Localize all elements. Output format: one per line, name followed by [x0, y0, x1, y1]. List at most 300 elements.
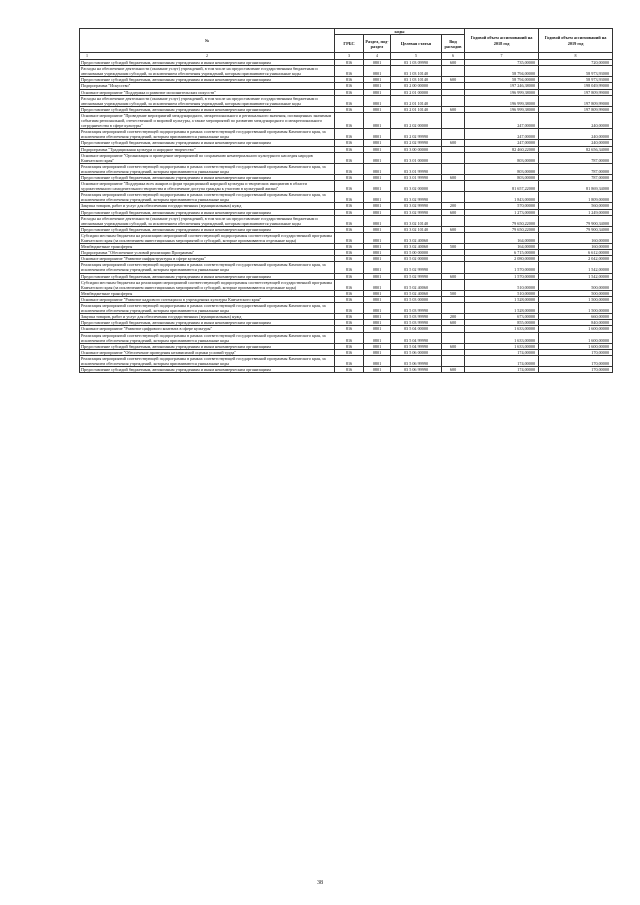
row-expense-type	[442, 112, 465, 128]
row-grbs: 816	[335, 320, 364, 326]
row-amount-2019: 198 049,99000	[539, 83, 613, 89]
row-razdel: 0801	[364, 320, 391, 326]
row-razdel: 0801	[364, 163, 391, 174]
row-name: Реализация мероприятий соответствующей подпрограммы в рамках соответствующей государственной программы Камчатского края, за исключением обеспечения учреждений, которым присваиваются уникальные коды	[80, 303, 335, 314]
row-razdel: 0801	[364, 181, 391, 192]
table-row	[80, 226, 613, 232]
row-grbs: 816	[335, 112, 364, 128]
row-amount-2019: 787,00000	[539, 163, 613, 174]
row-expense-type	[442, 279, 465, 290]
row-grbs: 816	[335, 244, 364, 250]
row-name: Межбюджетные трансферты	[80, 290, 335, 296]
budget-table	[79, 28, 613, 373]
row-grbs: 816	[335, 77, 364, 83]
row-target-article: 03 2 02 00000	[391, 112, 442, 128]
row-razdel: 0801	[364, 215, 391, 226]
row-grbs: 816	[335, 303, 364, 314]
row-name: Субсидии местным бюджетам на реализацию мероприятий соответствующей подпрограммы соответствующей государственной программы Камчатского края (за исключением инвестиционных мероприятий и субсидий, которые присваиваются отдельные коды)	[80, 232, 335, 243]
row-grbs: 816	[335, 355, 364, 366]
table-row	[80, 355, 613, 366]
row-name: Расходы на обеспечение деятельности (оказание услуг) учреждений, в том числе на предоставление государственным бюджетным и автономным учреждениям субсидий, за исключением обеспечения учреждений, которым присваиваются уникальные коды	[80, 66, 335, 77]
row-amount-2019: 1 542,00000	[539, 262, 613, 273]
row-grbs: 816	[335, 174, 364, 180]
row-razdel: 0801	[364, 129, 391, 140]
row-expense-type	[442, 332, 465, 343]
row-target-article: 03 3 00 00000	[391, 146, 442, 152]
row-amount-2018: 803,00000	[465, 174, 539, 180]
row-name: Основное мероприятие "Развитие кадрового потенциала в учреждениях культуры Камчатского края"	[80, 296, 335, 302]
row-amount-2018: 1 633,00000	[465, 326, 539, 332]
table-row	[80, 367, 613, 373]
table-row	[80, 60, 613, 66]
row-razdel: 0801	[364, 256, 391, 262]
row-grbs: 816	[335, 296, 364, 302]
row-amount-2018: 1 528,00000	[465, 296, 539, 302]
row-amount-2019: 79 900,34000	[539, 215, 613, 226]
row-grbs: 816	[335, 232, 364, 243]
row-target-article: 03 5 00 00000	[391, 250, 442, 256]
row-amount-2018: 196 999,38000	[465, 106, 539, 112]
header-vr: Вид расходов	[442, 35, 465, 53]
row-name: Основное мероприятие "Развитие цифрового контента в сфере культуры"	[80, 326, 335, 332]
row-razdel: 0801	[364, 279, 391, 290]
row-amount-2019: 787,00000	[539, 152, 613, 163]
row-expense-type	[442, 215, 465, 226]
row-name: Предоставление субсидий бюджетным, автономным учреждениям и иным некоммерческим организациям	[80, 273, 335, 279]
row-grbs: 816	[335, 290, 364, 296]
header-2018: Годовой объем ассигнований на 2018 год	[465, 29, 539, 53]
row-target-article: 03 5 02 99990	[391, 262, 442, 273]
row-grbs: 816	[335, 343, 364, 349]
table-row	[80, 95, 613, 106]
row-expense-type: 500	[442, 290, 465, 296]
row-amount-2018: 79 650,22000	[465, 215, 539, 226]
row-amount-2019: 2 042,00000	[539, 256, 613, 262]
column-number: 4	[364, 53, 391, 60]
row-amount-2019: 1 600,00000	[539, 332, 613, 343]
row-expense-type	[442, 262, 465, 273]
row-amount-2018: 735,00000	[465, 60, 539, 66]
row-name: Подпрограмма "Обеспечение условий реализации Программы"	[80, 250, 335, 256]
row-target-article: 03 3 02 99990	[391, 209, 442, 215]
row-grbs: 816	[335, 326, 364, 332]
row-amount-2018: 58 794,00000	[465, 66, 539, 77]
table-body	[80, 53, 613, 373]
row-razdel: 0801	[364, 296, 391, 302]
row-name: Предоставление субсидий бюджетным, автономным учреждениям и иным некоммерческим организациям	[80, 60, 335, 66]
row-amount-2019: 1 809,00000	[539, 192, 613, 203]
row-name: Реализация мероприятий соответствующей подпрограммы в рамках соответствующей государственной программы Камчатского края, за исключением обеспечения учреждений, которым присваиваются уникальные коды	[80, 262, 335, 273]
row-target-article: 03 5 06 99990	[391, 367, 442, 373]
table-row	[80, 279, 613, 290]
row-name: Основное мероприятие "Поддержка всех жанров и форм традиционной народной культуры и творческих инициатив в области художественного самодеятельного творчества и обеспечение доступа граждан к участию в культурной жизни"	[80, 181, 335, 192]
row-amount-2019: 787,00000	[539, 174, 613, 180]
row-amount-2018: 510,00000	[465, 279, 539, 290]
row-name: Расходы на обеспечение деятельности (оказание услуг) учреждений, в том числе на предоставление государственным бюджетным и автономным учреждениям субсидий, за исключением обеспечения учреждений, которым присваиваются уникальные коды	[80, 215, 335, 226]
row-expense-type: 600	[442, 367, 465, 373]
row-amount-2018: 164,00000	[465, 244, 539, 250]
row-razdel: 0801	[364, 95, 391, 106]
row-target-article: 03 2 01 10140	[391, 106, 442, 112]
row-amount-2018: 174,00000	[465, 349, 539, 355]
row-amount-2019: 197 809,99000	[539, 95, 613, 106]
row-razdel: 0801	[364, 244, 391, 250]
row-name: Предоставление субсидий бюджетным, автономным учреждениям и иным некоммерческим организациям	[80, 343, 335, 349]
header-razdel: Раздел, под-раздел	[364, 35, 391, 53]
row-amount-2019: 197 809,99000	[539, 106, 613, 112]
row-grbs: 816	[335, 273, 364, 279]
row-amount-2018: 673,00000	[465, 314, 539, 320]
row-grbs: 816	[335, 203, 364, 209]
row-grbs: 816	[335, 256, 364, 262]
table-row	[80, 203, 613, 209]
row-grbs: 816	[335, 367, 364, 373]
row-amount-2019: 1 600,00000	[539, 343, 613, 349]
column-number: 7	[465, 53, 539, 60]
header-grbs: ГРБС	[335, 35, 364, 53]
row-expense-type	[442, 181, 465, 192]
row-grbs: 816	[335, 152, 364, 163]
row-name: Основное мероприятие "Организация и проведение мероприятий по сохранению нематериального культурного наследия народов Камчатского края"	[80, 152, 335, 163]
table-row	[80, 129, 613, 140]
row-grbs: 816	[335, 181, 364, 192]
row-expense-type	[442, 303, 465, 314]
row-amount-2019: 1 542,00000	[539, 273, 613, 279]
row-amount-2018: 174,00000	[465, 355, 539, 366]
row-razdel: 0801	[364, 203, 391, 209]
row-amount-2018: 197 246,38000	[465, 83, 539, 89]
row-target-article: 03 5 02 99990	[391, 273, 442, 279]
row-target-article: 03 3 01 00000	[391, 152, 442, 163]
row-target-article: 03 1 03 10140	[391, 66, 442, 77]
row-amount-2018: 196 999,38000	[465, 95, 539, 106]
row-razdel: 0801	[364, 89, 391, 95]
row-name: Предоставление субсидий бюджетным, автономным учреждениям и иным некоммерческим организациям	[80, 140, 335, 146]
row-expense-type	[442, 129, 465, 140]
row-grbs: 816	[335, 262, 364, 273]
table-row	[80, 273, 613, 279]
row-name: Основное мероприятие "Развитие инфраструктуры в сфере культуры"	[80, 256, 335, 262]
row-grbs: 816	[335, 215, 364, 226]
row-amount-2018: 1 570,00000	[465, 262, 539, 273]
table-row	[80, 303, 613, 314]
row-razdel: 0801	[364, 112, 391, 128]
row-grbs: 816	[335, 129, 364, 140]
row-target-article: 03 5 06 00000	[391, 349, 442, 355]
row-grbs: 816	[335, 83, 364, 89]
row-amount-2018: 79 650,22000	[465, 226, 539, 232]
page-number: 38	[317, 880, 323, 886]
row-name: Предоставление субсидий бюджетным, автономным учреждениям и иным некоммерческим организациям	[80, 226, 335, 232]
row-amount-2018: 1 570,00000	[465, 273, 539, 279]
row-razdel: 0801	[364, 66, 391, 77]
row-target-article: 03 5 03 99990	[391, 320, 442, 326]
table-row	[80, 314, 613, 320]
row-name: Предоставление субсидий бюджетным, автономным учреждениям и иным некоммерческим организациям	[80, 174, 335, 180]
table-row	[80, 181, 613, 192]
row-target-article: 03 2 02 99990	[391, 140, 442, 146]
row-amount-2019: 1 500,00000	[539, 303, 613, 314]
column-number: 8	[539, 53, 613, 60]
row-amount-2019: 170,00000	[539, 367, 613, 373]
row-grbs: 816	[335, 146, 364, 152]
row-target-article: 03 3 02 00000	[391, 181, 442, 192]
table-row	[80, 152, 613, 163]
row-razdel: 0801	[364, 273, 391, 279]
row-target-article: 03 5 04 99990	[391, 343, 442, 349]
row-expense-type: 600	[442, 174, 465, 180]
row-expense-type	[442, 232, 465, 243]
column-number: 2	[206, 53, 208, 59]
table-row	[80, 77, 613, 83]
row-target-article: 03 2 02 99990	[391, 129, 442, 140]
row-expense-type: 600	[442, 77, 465, 83]
row-name: Реализация мероприятий соответствующей подпрограммы в рамках соответствующей государственной программы Камчатского края, за исключением обеспечения учреждений, которым присваиваются уникальные коды	[80, 332, 335, 343]
header-codes: коды	[335, 29, 465, 35]
row-razdel: 0801	[364, 152, 391, 163]
row-amount-2019: 560,00000	[539, 203, 613, 209]
table-row	[80, 66, 613, 77]
row-razdel: 0801	[364, 209, 391, 215]
row-expense-type	[442, 192, 465, 203]
row-amount-2018: 510,00000	[465, 290, 539, 296]
row-name: Реализация мероприятий соответствующей подпрограммы в рамках соответствующей государственной программы Камчатского края, за исключением обеспечения учреждений, которым присваиваются уникальные коды	[80, 163, 335, 174]
row-expense-type: 600	[442, 209, 465, 215]
table-row	[80, 326, 613, 332]
row-amount-2019: 58 973,93000	[539, 77, 613, 83]
row-amount-2018: 58 794,00000	[465, 77, 539, 83]
row-expense-type	[442, 95, 465, 106]
table-row	[80, 215, 613, 226]
row-name: Субсидии местным бюджетам на реализацию мероприятий соответствующей подпрограммы соответствующей государственной программы Камчатского края (за исключением инвестиционных мероприятий и субсидий, которые присваиваются отдельные коды)	[80, 279, 335, 290]
row-name: Предоставление субсидий бюджетным, автономным учреждениям и иным некоммерческим организациям	[80, 77, 335, 83]
column-number-row	[80, 53, 613, 60]
table-row	[80, 192, 613, 203]
row-target-article: 03 1 03 10140	[391, 77, 442, 83]
row-name: Закупка товаров, работ и услуг для обеспечения государственных (муниципальных) нужд	[80, 314, 335, 320]
table-row	[80, 256, 613, 262]
row-grbs: 816	[335, 95, 364, 106]
table-row	[80, 140, 613, 146]
row-amount-2018: 1 633,00000	[465, 343, 539, 349]
column-number-1-2	[80, 53, 335, 60]
row-amount-2019: 840,00000	[539, 320, 613, 326]
row-amount-2019: 500,00000	[539, 279, 613, 290]
row-name: Закупка товаров, работ и услуг для обеспечения государственных (муниципальных) нужд	[80, 203, 335, 209]
row-expense-type	[442, 163, 465, 174]
row-grbs: 816	[335, 332, 364, 343]
row-target-article: 03 3 01 99990	[391, 163, 442, 174]
row-target-article: 03 5 03 99990	[391, 314, 442, 320]
row-grbs: 816	[335, 314, 364, 320]
row-razdel: 0801	[364, 250, 391, 256]
row-amount-2019: 170,00000	[539, 355, 613, 366]
row-amount-2019: 500,00000	[539, 290, 613, 296]
row-amount-2018: 6 715,00000	[465, 250, 539, 256]
row-razdel: 0801	[364, 83, 391, 89]
table-row	[80, 209, 613, 215]
row-grbs: 816	[335, 192, 364, 203]
row-grbs: 816	[335, 349, 364, 355]
row-target-article: 03 3 02 10140	[391, 226, 442, 232]
table-row	[80, 296, 613, 302]
row-amount-2019: 1 249,00000	[539, 209, 613, 215]
row-target-article: 03 5 02 40060	[391, 290, 442, 296]
table-row	[80, 174, 613, 180]
column-number: 6	[442, 53, 465, 60]
row-amount-2018: 855,00000	[465, 320, 539, 326]
row-expense-type: 600	[442, 343, 465, 349]
row-razdel: 0801	[364, 349, 391, 355]
row-amount-2019: 160,00000	[539, 232, 613, 243]
row-grbs: 816	[335, 226, 364, 232]
row-razdel: 0801	[364, 332, 391, 343]
row-name: Предоставление субсидий бюджетным, автономным учреждениям и иным некоммерческим организациям	[80, 320, 335, 326]
row-amount-2018: 82 460,22000	[465, 146, 539, 152]
row-target-article: 03 5 02 40060	[391, 279, 442, 290]
row-grbs: 816	[335, 66, 364, 77]
row-target-article: 03 5 02 00000	[391, 256, 442, 262]
table-row	[80, 262, 613, 273]
row-razdel: 0801	[364, 303, 391, 314]
row-expense-type: 600	[442, 320, 465, 326]
row-expense-type: 600	[442, 60, 465, 66]
row-name: Реализация мероприятий соответствующей подпрограммы в рамках соответствующей государственной программы Камчатского края, за исключением обеспечения учреждений, которым присваиваются уникальные коды	[80, 355, 335, 366]
column-number: 1	[86, 53, 88, 59]
row-expense-type: 200	[442, 203, 465, 209]
row-target-article: 03 1 03 09990	[391, 60, 442, 66]
row-target-article: 03 2 00 00000	[391, 83, 442, 89]
column-number: 5	[391, 53, 442, 60]
row-razdel: 0801	[364, 290, 391, 296]
row-amount-2018: 803,00000	[465, 163, 539, 174]
header-number: №	[80, 29, 335, 53]
row-expense-type	[442, 66, 465, 77]
row-target-article: 03 5 06 99990	[391, 355, 442, 366]
row-razdel: 0801	[364, 226, 391, 232]
row-name: Межбюджетные трансферты	[80, 244, 335, 250]
row-expense-type: 600	[442, 226, 465, 232]
row-amount-2019: 6 612,00000	[539, 250, 613, 256]
column-number: 3	[335, 53, 364, 60]
row-amount-2018: 1 273,00000	[465, 209, 539, 215]
row-expense-type: 600	[442, 273, 465, 279]
row-grbs: 816	[335, 279, 364, 290]
row-expense-type: 600	[442, 106, 465, 112]
row-razdel: 0801	[364, 192, 391, 203]
row-amount-2018: 2 080,00000	[465, 256, 539, 262]
row-amount-2019: 1 600,00000	[539, 326, 613, 332]
row-grbs: 816	[335, 60, 364, 66]
row-amount-2018: 247,00000	[465, 140, 539, 146]
row-amount-2019: 160,00000	[539, 244, 613, 250]
row-razdel: 0801	[364, 343, 391, 349]
row-name: Предоставление субсидий бюджетным, автономным учреждениям и иным некоммерческим организациям	[80, 106, 335, 112]
table-row	[80, 232, 613, 243]
row-expense-type: 600	[442, 140, 465, 146]
row-target-article: 03 3 02 99990	[391, 203, 442, 209]
row-amount-2018: 196 999,38000	[465, 89, 539, 95]
row-razdel: 0801	[364, 314, 391, 320]
row-amount-2018: 164,00000	[465, 232, 539, 243]
budget-page	[79, 28, 612, 373]
row-amount-2019: 240,00000	[539, 112, 613, 128]
row-target-article: 03 3 02 99990	[391, 192, 442, 203]
row-razdel: 0801	[364, 77, 391, 83]
row-target-article: 03 3 02 10140	[391, 215, 442, 226]
row-amount-2018: 570,00000	[465, 203, 539, 209]
row-target-article: 03 2 01 10140	[391, 95, 442, 106]
row-target-article: 03 3 01 99990	[391, 174, 442, 180]
row-target-article: 03 2 01 00000	[391, 89, 442, 95]
row-amount-2018: 1 843,00000	[465, 192, 539, 203]
row-name: Подпрограмма "Традиционная культура и народное творчество"	[80, 146, 335, 152]
row-razdel: 0801	[364, 106, 391, 112]
row-grbs: 816	[335, 140, 364, 146]
row-name: Основное мероприятие "Поддержка и развитие исполнительских искусств"	[80, 89, 335, 95]
row-name: Предоставление субсидий бюджетным, автономным учреждениям и иным некоммерческим организациям	[80, 209, 335, 215]
row-razdel: 0801	[364, 60, 391, 66]
row-target-article: 03 5 03 00000	[391, 296, 442, 302]
row-amount-2019: 197 809,99000	[539, 89, 613, 95]
row-amount-2018: 247,00000	[465, 112, 539, 128]
table-row	[80, 106, 613, 112]
row-name: Реализация мероприятий соответствующей подпрограммы в рамках соответствующей государственной программы Камчатского края, за исключением обеспечения учреждений, которым присваиваются уникальные коды	[80, 129, 335, 140]
row-grbs: 816	[335, 163, 364, 174]
row-amount-2018: 174,00000	[465, 367, 539, 373]
row-expense-type: 200	[442, 314, 465, 320]
row-name: Основное мероприятие "Обеспечение проведения независимой оценки условий труда"	[80, 349, 335, 355]
row-name: Основное мероприятие "Проведение мероприятий международного, межрегионального и регионального значения, посвященных значимым событиям региональной, отечественной и мировой культуры, а также мероприятий по развитию международного и межрегионального сотрудничества в сфере культуры"	[80, 112, 335, 128]
row-target-article: 03 3 02 40060	[391, 232, 442, 243]
table-row	[80, 332, 613, 343]
row-razdel: 0801	[364, 174, 391, 180]
row-razdel: 0801	[364, 262, 391, 273]
table-row	[80, 320, 613, 326]
row-razdel: 0801	[364, 355, 391, 366]
table-row	[80, 349, 613, 355]
table-row	[80, 343, 613, 349]
row-amount-2019: 1 500,00000	[539, 296, 613, 302]
table-row	[80, 163, 613, 174]
row-razdel: 0801	[364, 146, 391, 152]
row-amount-2019: 660,00000	[539, 314, 613, 320]
row-razdel: 0801	[364, 326, 391, 332]
table-row	[80, 250, 613, 256]
row-razdel: 0801	[364, 232, 391, 243]
row-amount-2019: 240,00000	[539, 129, 613, 140]
header-2019: Годовой объем ассигнований на 2019 год	[539, 29, 613, 53]
row-name: Предоставление субсидий бюджетным, автономным учреждениям и иным некоммерческим организациям	[80, 367, 335, 373]
row-razdel: 0801	[364, 140, 391, 146]
table-row	[80, 112, 613, 128]
row-grbs: 816	[335, 106, 364, 112]
row-target-article: 03 5 03 99990	[391, 303, 442, 314]
row-amount-2019: 170,00000	[539, 349, 613, 355]
row-name: Расходы на обеспечение деятельности (оказание услуг) учреждений, в том числе на предоставление государственным бюджетным и автономным учреждениям субсидий, за исключением обеспечения учреждений, которым присваиваются уникальные коды	[80, 95, 335, 106]
row-expense-type	[442, 152, 465, 163]
row-grbs: 816	[335, 209, 364, 215]
row-expense-type: 500	[442, 244, 465, 250]
row-amount-2019: 82 656,34000	[539, 146, 613, 152]
row-amount-2019: 81 869,34000	[539, 181, 613, 192]
row-razdel: 0801	[364, 367, 391, 373]
row-target-article: 03 5 04 99990	[391, 332, 442, 343]
header-csr: Целевая статья	[391, 35, 442, 53]
row-amount-2019: 720,00000	[539, 60, 613, 66]
table-row	[80, 89, 613, 95]
row-amount-2019: 58 973,93000	[539, 66, 613, 77]
